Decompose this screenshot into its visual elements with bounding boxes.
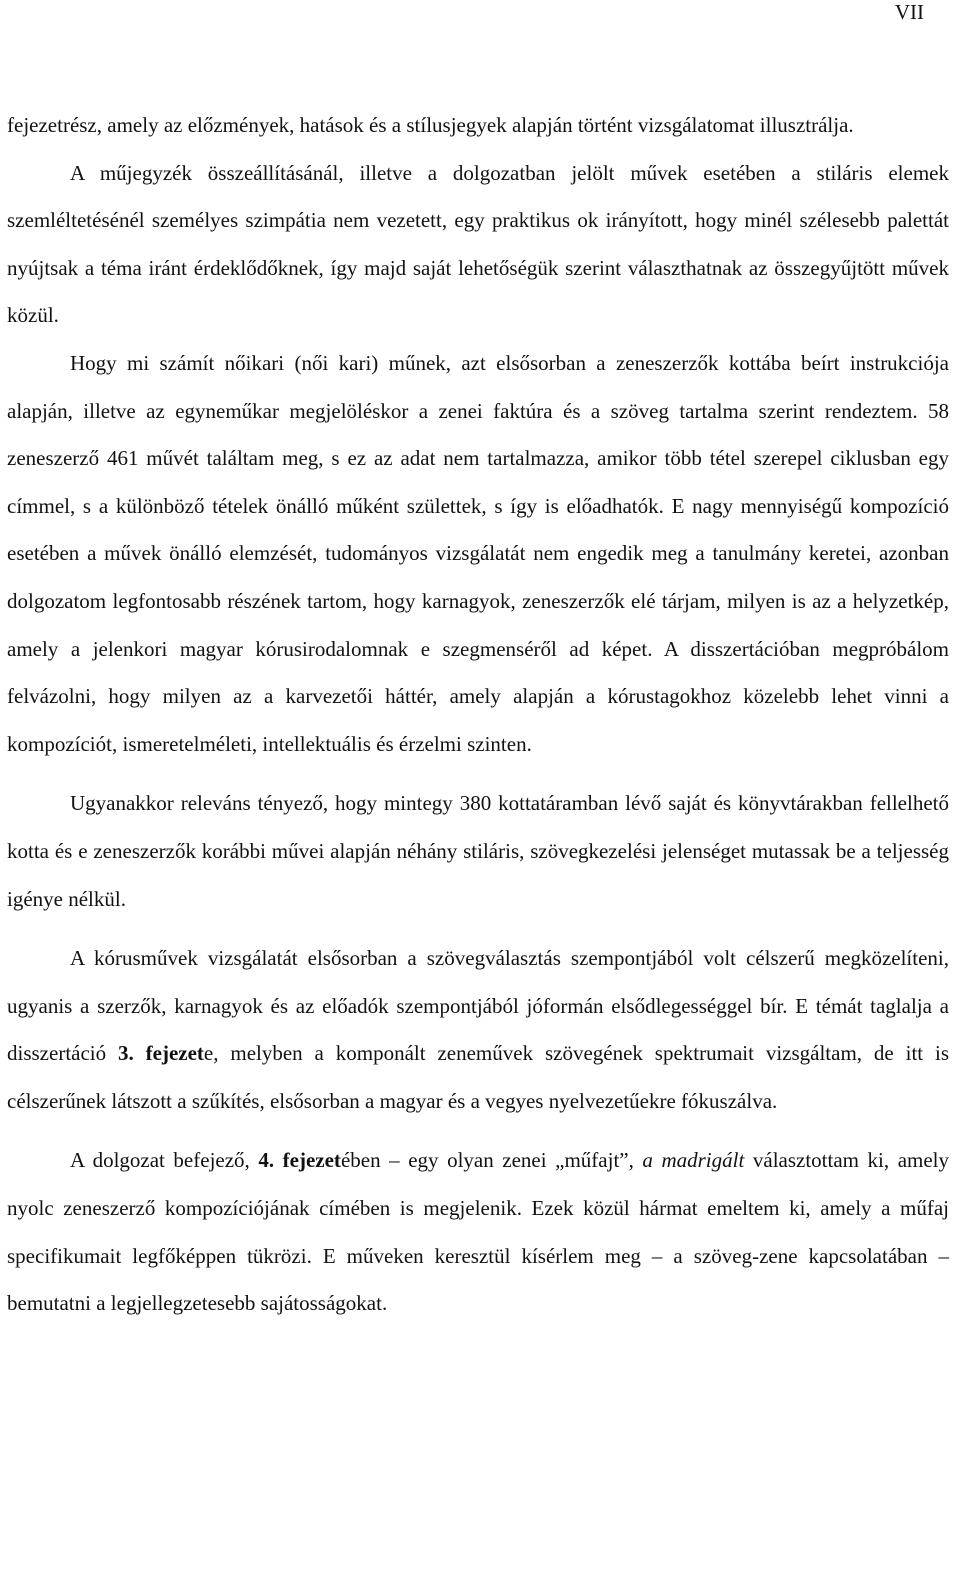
paragraph-6-text-start: A dolgozat befejező, bbox=[70, 1148, 259, 1173]
paragraph-2: A műjegyzék összeállításánál, illetve a dolgozatban jelölt művek esetében a stiláris elemek szemléltetésénél személyes szimpátia nem vezetett, egy praktikus ok irányított, hogy minél szélesebb palettát nyújtsak a téma iránt érdeklődőknek, így majd saját lehetőségük szerint választhatnak az összegyűjtött művek közül. bbox=[7, 160, 949, 328]
paragraph-4: Ugyanakkor releváns tényező, hogy mintegy 380 kottatáramban lévő saját és könyvtárakban fellelhető kotta és e zeneszerzők korábbi művei alapján néhány stiláris, szövegkezelési jelenséget mutassak be a teljesség igénye nélkül. bbox=[7, 791, 949, 911]
paragraph-6-text-end: választottam ki, amely nyolc zeneszerző kompozíciójának címében is megjelenik. Ezek közül hármat emeltem ki, amely a műfaj specifikumait legfőképpen tükrözi. E műveken keresztül kísérlem meg – a szöveg-zene kapcsolatában – bemutatni a legjellegzetesebb sajátosságokat. bbox=[7, 1148, 950, 1316]
madrigal-term: a madrigált bbox=[642, 1148, 745, 1173]
document-body bbox=[7, 102, 949, 1328]
paragraph-1: fejezetrész, amely az előzmények, hatások és a stílusjegyek alapján történt vizsgálatomat illusztrálja. bbox=[7, 113, 854, 137]
paragraph-5-text-end: e, melyben a komponált zeneművek szövegének spektrumait vizsgáltam, de itt is célszerűnek látszott a szűkítés, elsősorban a magyar és a vegyes nyelvezetűekre fókuszálva. bbox=[7, 1041, 950, 1113]
paragraph-3: Hogy mi számít nőikari (női kari) műnek, azt elsősorban a zeneszerzők kottába beírt instrukciója alapján, illetve az egyneműkar megjelöléskor a zenei faktúra és a szöveg tartalma szerint rendeztem. 58 zeneszerző 461 művét találtam meg, s ez az adat nem tartalmazza, amikor több tétel szerepel ciklusban egy címmel, s a különböző tételek önálló műként születtek, s így is előadhatók. E nagy mennyiségű kompozíció esetében a művek önálló elemzését, tudományos vizsgálatát nem engedik meg a tanulmány keretei, azonban dolgozatom legfontosabb részének tartom, hogy karnagyok, zeneszerzők elé tárjam, milyen is az a helyzetkép, amely a jelenkori magyar kórusirodalomnak e szegmenséről ad képet. A disszertációban megpróbálom felvázolni, hogy milyen az a karvezetői háttér, amely alapján a kórustagokhoz közelebb lehet vinni a kompozíciót, ismeretelméleti, intellektuális és érzelmi szinten. bbox=[7, 350, 949, 756]
paragraph-5-text-start: A kórusművek vizsgálatát elsősorban a szövegválasztás szempontjából volt célszerű megközelíteni, ugyanis a szerzők, karnagyok és az előadók szempontjából jóformán elsődlegességgel bír. E témát taglalja a disszertáció bbox=[7, 946, 949, 1066]
page-number: VII bbox=[894, 0, 924, 24]
paragraph-6 bbox=[7, 1137, 949, 1327]
paragraph-6-text-middle: ében – egy olyan zenei „műfajt”, bbox=[340, 1148, 643, 1173]
paragraph-5 bbox=[7, 935, 949, 1125]
chapter-4-reference: 4. fejezet bbox=[258, 1148, 341, 1173]
chapter-3-reference: 3. fejezet bbox=[118, 1041, 204, 1066]
